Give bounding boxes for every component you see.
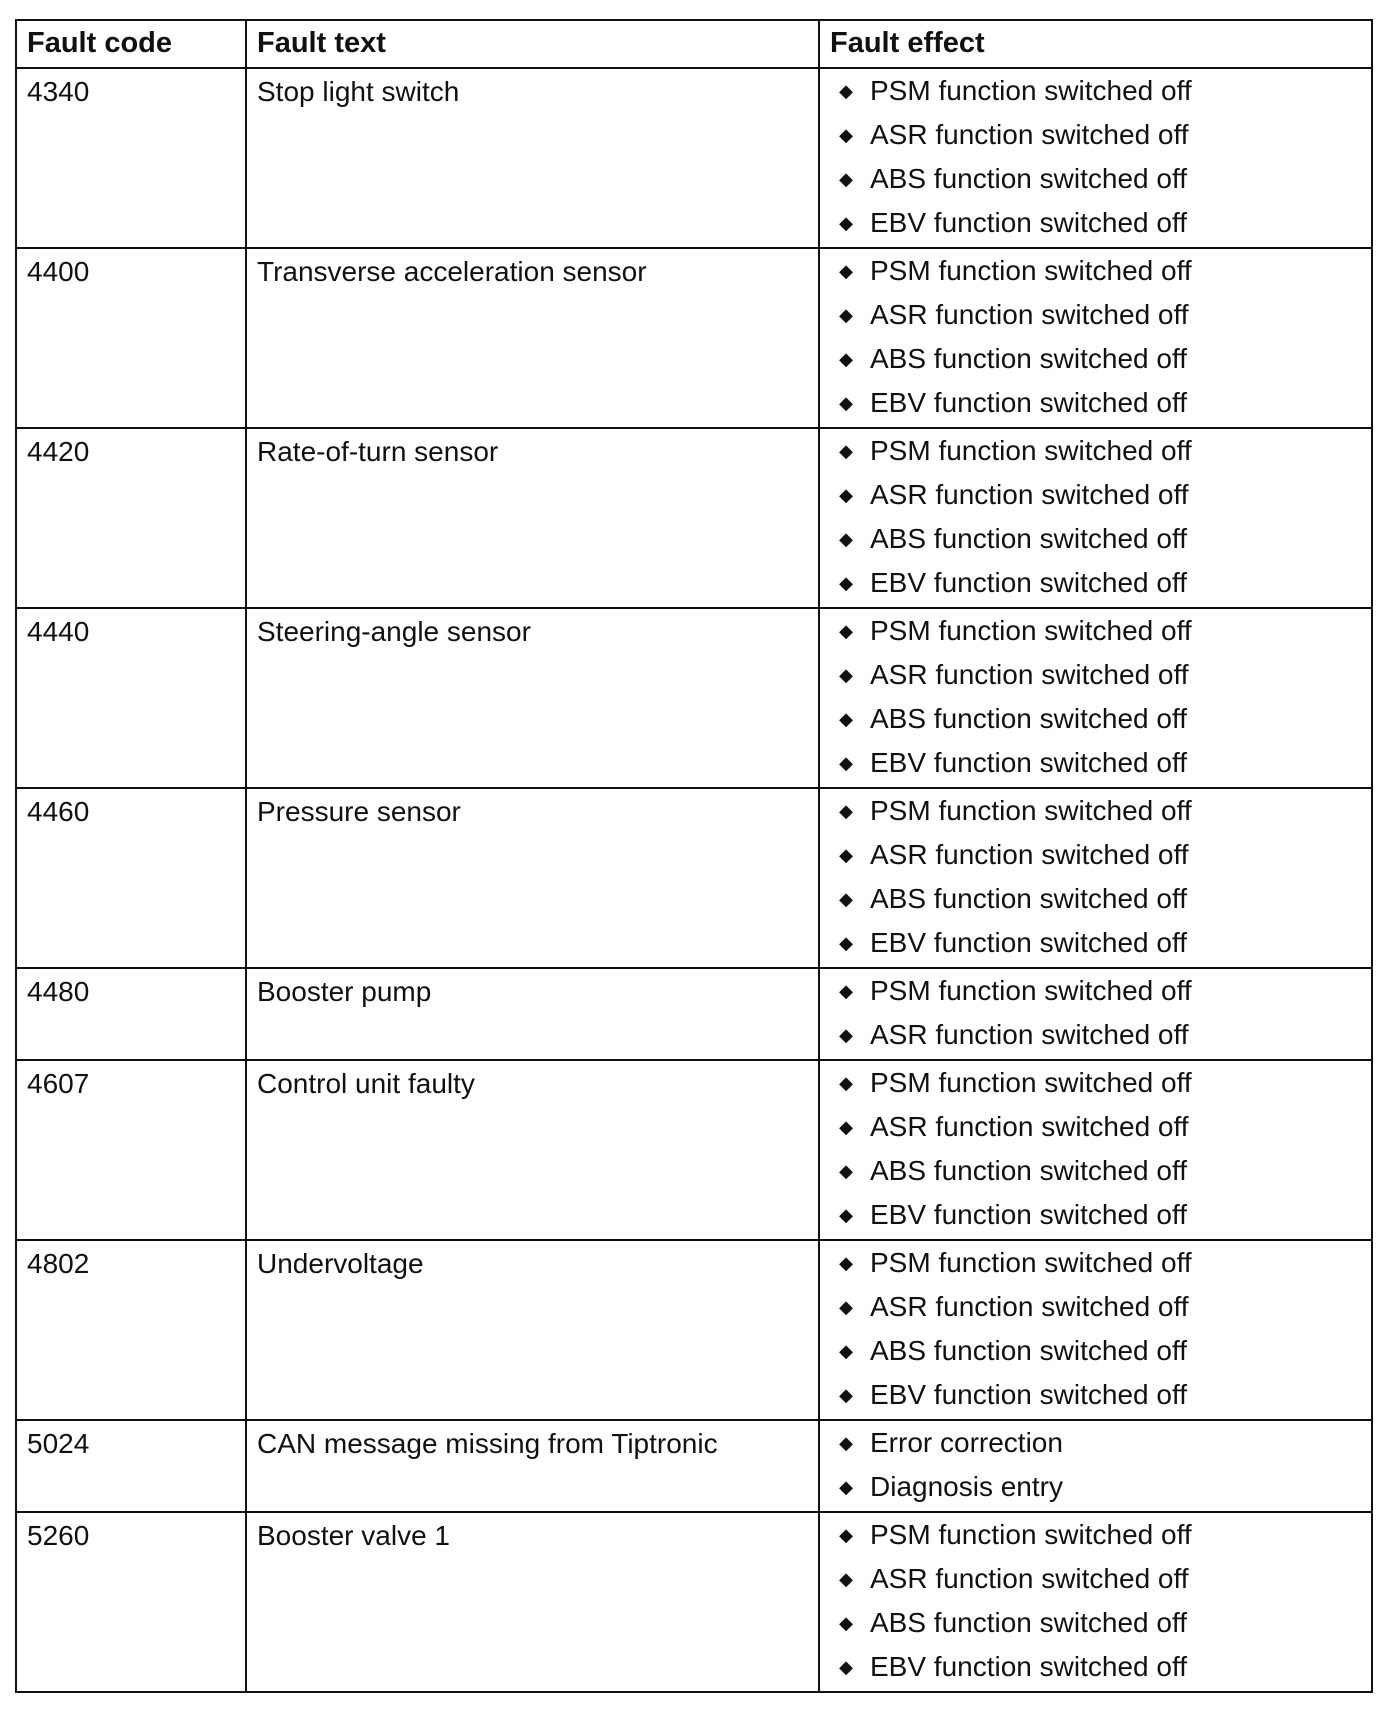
fault-effect-text: ABS function switched off (870, 523, 1187, 554)
table-row (16, 968, 1372, 1060)
table-header-row (16, 20, 1372, 68)
diamond-bullet-icon: ◆ (839, 1525, 853, 1545)
fault-effect-text: ABS function switched off (870, 1335, 1187, 1366)
list-item (830, 1645, 1361, 1689)
diamond-bullet-icon: ◆ (839, 169, 853, 189)
list-item (830, 609, 1361, 653)
list-item (830, 1601, 1361, 1645)
diamond-bullet-icon: ◆ (839, 393, 853, 413)
diamond-bullet-icon: ◆ (839, 1073, 853, 1093)
fault-code-cell: 5260 (16, 1512, 246, 1692)
fault-effect-text: ASR function switched off (870, 1291, 1189, 1322)
fault-effect-text: ABS function switched off (870, 1607, 1187, 1638)
fault-effect-text: ASR function switched off (870, 659, 1189, 690)
fault-effect-text: EBV function switched off (870, 927, 1187, 958)
diamond-bullet-icon: ◆ (839, 1657, 853, 1677)
fault-text-cell: Rate-of-turn sensor (246, 428, 819, 608)
fault-text-cell: Stop light switch (246, 68, 819, 248)
fault-effect-text: ASR function switched off (870, 1563, 1189, 1594)
table-row (16, 608, 1372, 788)
diamond-bullet-icon: ◆ (839, 213, 853, 233)
fault-effect-text: PSM function switched off (870, 435, 1192, 466)
diamond-bullet-icon: ◆ (839, 573, 853, 593)
diamond-bullet-icon: ◆ (839, 1025, 853, 1045)
fault-effect-list (830, 1061, 1361, 1237)
fault-code-cell: 4340 (16, 68, 246, 248)
header-fault-text: Fault text (246, 20, 819, 68)
diamond-bullet-icon: ◆ (839, 933, 853, 953)
fault-effect-text: PSM function switched off (870, 1247, 1192, 1278)
list-item (830, 653, 1361, 697)
list-item (830, 429, 1361, 473)
fault-effect-text: ASR function switched off (870, 839, 1189, 870)
fault-effect-list (830, 609, 1361, 785)
fault-code-cell: 4440 (16, 608, 246, 788)
fault-effect-cell (819, 1240, 1372, 1420)
list-item (830, 1241, 1361, 1285)
list-item (830, 1013, 1361, 1057)
fault-effect-list (830, 69, 1361, 245)
fault-effect-text: PSM function switched off (870, 255, 1192, 286)
fault-effect-text: ABS function switched off (870, 163, 1187, 194)
fault-effect-text: PSM function switched off (870, 615, 1192, 646)
fault-effect-cell (819, 428, 1372, 608)
diamond-bullet-icon: ◆ (839, 529, 853, 549)
list-item (830, 789, 1361, 833)
fault-effect-text: PSM function switched off (870, 975, 1192, 1006)
fault-text-cell: Transverse acceleration sensor (246, 248, 819, 428)
diamond-bullet-icon: ◆ (839, 709, 853, 729)
fault-effect-text: ABS function switched off (870, 883, 1187, 914)
fault-effect-list (830, 249, 1361, 425)
list-item (830, 69, 1361, 113)
diamond-bullet-icon: ◆ (839, 1477, 853, 1497)
fault-effect-cell (819, 968, 1372, 1060)
diamond-bullet-icon: ◆ (839, 1613, 853, 1633)
list-item (830, 517, 1361, 561)
fault-effect-text: EBV function switched off (870, 747, 1187, 778)
diamond-bullet-icon: ◆ (839, 621, 853, 641)
list-item (830, 1105, 1361, 1149)
fault-code-cell: 4802 (16, 1240, 246, 1420)
list-item (830, 877, 1361, 921)
table-body (16, 68, 1372, 1692)
fault-effect-list (830, 969, 1361, 1057)
fault-effect-cell (819, 248, 1372, 428)
diamond-bullet-icon: ◆ (839, 1385, 853, 1405)
list-item (830, 113, 1361, 157)
fault-code-cell: 4480 (16, 968, 246, 1060)
table-row (16, 1240, 1372, 1420)
diamond-bullet-icon: ◆ (839, 349, 853, 369)
header-fault-effect: Fault effect (819, 20, 1372, 68)
list-item (830, 1149, 1361, 1193)
diamond-bullet-icon: ◆ (839, 1297, 853, 1317)
diamond-bullet-icon: ◆ (839, 485, 853, 505)
diamond-bullet-icon: ◆ (839, 261, 853, 281)
table-row (16, 1060, 1372, 1240)
list-item (830, 201, 1361, 245)
diamond-bullet-icon: ◆ (839, 1253, 853, 1273)
fault-code-cell: 4400 (16, 248, 246, 428)
list-item (830, 381, 1361, 425)
diamond-bullet-icon: ◆ (839, 1433, 853, 1453)
fault-effect-text: ASR function switched off (870, 299, 1189, 330)
fault-effect-text: EBV function switched off (870, 207, 1187, 238)
fault-text-cell: Steering-angle sensor (246, 608, 819, 788)
fault-effect-text: PSM function switched off (870, 795, 1192, 826)
fault-text-cell: Booster valve 1 (246, 1512, 819, 1692)
fault-effect-text: ASR function switched off (870, 1111, 1189, 1142)
diamond-bullet-icon: ◆ (839, 753, 853, 773)
fault-effect-cell (819, 608, 1372, 788)
fault-effect-cell (819, 1512, 1372, 1692)
list-item (830, 969, 1361, 1013)
diamond-bullet-icon: ◆ (839, 81, 853, 101)
fault-text-cell: Control unit faulty (246, 1060, 819, 1240)
list-item (830, 1061, 1361, 1105)
fault-effect-list (830, 1241, 1361, 1417)
diamond-bullet-icon: ◆ (839, 1569, 853, 1589)
fault-effect-text: EBV function switched off (870, 1199, 1187, 1230)
list-item (830, 697, 1361, 741)
list-item (830, 473, 1361, 517)
fault-text-cell: Undervoltage (246, 1240, 819, 1420)
fault-effect-text: Diagnosis entry (870, 1471, 1063, 1502)
fault-text-cell: Booster pump (246, 968, 819, 1060)
fault-effect-text: PSM function switched off (870, 1519, 1192, 1550)
fault-effect-text: PSM function switched off (870, 75, 1192, 106)
fault-text-cell: CAN message missing from Tiptronic (246, 1420, 819, 1512)
fault-effect-text: ABS function switched off (870, 1155, 1187, 1186)
fault-effect-list (830, 789, 1361, 965)
list-item (830, 833, 1361, 877)
fault-effect-text: ASR function switched off (870, 479, 1189, 510)
diamond-bullet-icon: ◆ (839, 801, 853, 821)
list-item (830, 1329, 1361, 1373)
list-item (830, 561, 1361, 605)
list-item (830, 1373, 1361, 1417)
fault-effect-cell (819, 68, 1372, 248)
diamond-bullet-icon: ◆ (839, 125, 853, 145)
diamond-bullet-icon: ◆ (839, 889, 853, 909)
header-fault-code: Fault code (16, 20, 246, 68)
fault-effect-cell (819, 1060, 1372, 1240)
fault-effect-list (830, 1421, 1361, 1509)
fault-effect-cell (819, 788, 1372, 968)
diamond-bullet-icon: ◆ (839, 305, 853, 325)
diamond-bullet-icon: ◆ (839, 981, 853, 1001)
list-item (830, 1285, 1361, 1329)
fault-code-cell: 4420 (16, 428, 246, 608)
fault-effect-text: PSM function switched off (870, 1067, 1192, 1098)
table-row (16, 1512, 1372, 1692)
fault-effect-text: ASR function switched off (870, 119, 1189, 150)
fault-effect-list (830, 1513, 1361, 1689)
list-item (830, 293, 1361, 337)
table-row (16, 1420, 1372, 1512)
list-item (830, 921, 1361, 965)
fault-table (15, 19, 1373, 1693)
diamond-bullet-icon: ◆ (839, 845, 853, 865)
fault-effect-cell (819, 1420, 1372, 1512)
list-item (830, 249, 1361, 293)
list-item (830, 157, 1361, 201)
diamond-bullet-icon: ◆ (839, 1341, 853, 1361)
fault-code-cell: 4607 (16, 1060, 246, 1240)
fault-effect-text: EBV function switched off (870, 567, 1187, 598)
fault-code-cell: 4460 (16, 788, 246, 968)
table-row (16, 788, 1372, 968)
list-item (830, 337, 1361, 381)
list-item (830, 1193, 1361, 1237)
fault-text-cell: Pressure sensor (246, 788, 819, 968)
fault-effect-list (830, 429, 1361, 605)
list-item (830, 1465, 1361, 1509)
fault-code-cell: 5024 (16, 1420, 246, 1512)
diamond-bullet-icon: ◆ (839, 665, 853, 685)
diamond-bullet-icon: ◆ (839, 441, 853, 461)
list-item (830, 1557, 1361, 1601)
fault-effect-text: EBV function switched off (870, 1379, 1187, 1410)
list-item (830, 1421, 1361, 1465)
diamond-bullet-icon: ◆ (839, 1117, 853, 1137)
fault-effect-text: EBV function switched off (870, 387, 1187, 418)
fault-effect-text: EBV function switched off (870, 1651, 1187, 1682)
fault-effect-text: ABS function switched off (870, 343, 1187, 374)
list-item (830, 1513, 1361, 1557)
diamond-bullet-icon: ◆ (839, 1161, 853, 1181)
table-row (16, 428, 1372, 608)
table-row (16, 248, 1372, 428)
fault-effect-text: ASR function switched off (870, 1019, 1189, 1050)
table-row (16, 68, 1372, 248)
fault-effect-text: ABS function switched off (870, 703, 1187, 734)
fault-effect-text: Error correction (870, 1427, 1063, 1458)
diamond-bullet-icon: ◆ (839, 1205, 853, 1225)
list-item (830, 741, 1361, 785)
